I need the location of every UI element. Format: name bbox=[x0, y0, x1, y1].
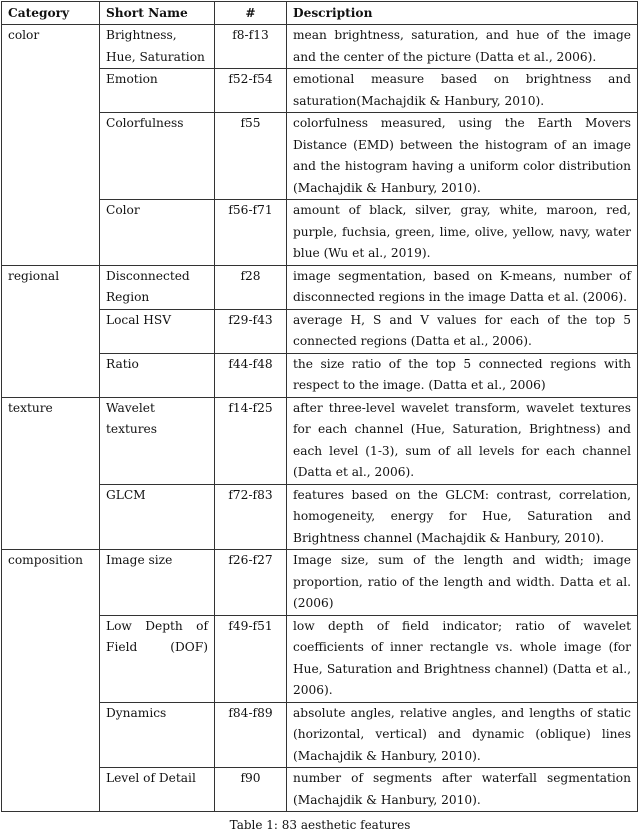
feature-index-cell: f14-f25 bbox=[215, 397, 287, 484]
short-name-cell: Low Depth of Field (DOF) bbox=[100, 615, 215, 702]
description-cell: image segmentation, based on K-means, number of disconnected regions in the image Datta et al. (2006). bbox=[287, 265, 638, 309]
feature-index-cell: f44-f48 bbox=[215, 353, 287, 397]
table-row bbox=[2, 550, 638, 616]
short-name-cell: Local HSV bbox=[100, 309, 215, 353]
description-cell: colorfulness measured, using the Earth Movers Distance (EMD) between the histogram of an image and the histogram having a uniform color distribution (Machajdik & Hanbury, 2010). bbox=[287, 113, 638, 200]
table-caption: Table 1: 83 aesthetic features bbox=[229, 818, 411, 832]
table-row bbox=[2, 265, 638, 309]
feature-index-cell: f8-f13 bbox=[215, 25, 287, 69]
feature-index-cell: f26-f27 bbox=[215, 550, 287, 616]
table-row bbox=[2, 397, 638, 484]
description-cell: emotional measure based on brightness and saturation(Machajdik & Hanbury, 2010). bbox=[287, 69, 638, 113]
header-category: Category bbox=[2, 2, 100, 25]
feature-index-cell: f29-f43 bbox=[215, 309, 287, 353]
feature-index-cell: f49-f51 bbox=[215, 615, 287, 702]
description-cell: the size ratio of the top 5 connected regions with respect to the image. (Datta et al., 2006) bbox=[287, 353, 638, 397]
description-cell: features based on the GLCM: contrast, correlation, homogeneity, energy for Hue, Saturation and Brightness channel (Machajdik & Hanbury, 2010). bbox=[287, 484, 638, 550]
short-name-cell: Ratio bbox=[100, 353, 215, 397]
description-cell: low depth of field indicator; ratio of wavelet coefficients of inner rectangle vs. whole image (for Hue, Saturation and Brightness channel) (Datta et al., 2006). bbox=[287, 615, 638, 702]
description-cell: Image size, sum of the length and width; image proportion, ratio of the length and width. Datta et al. (2006) bbox=[287, 550, 638, 616]
short-name-cell: Brightness, Hue, Saturation bbox=[100, 25, 215, 69]
description-cell: number of segments after waterfall segmentation (Machajdik & Hanbury, 2010). bbox=[287, 768, 638, 812]
short-name-cell: Level of Detail bbox=[100, 768, 215, 812]
category-cell: texture bbox=[2, 397, 100, 550]
description-cell: average H, S and V values for each of the top 5 connected regions (Datta et al., 2006). bbox=[287, 309, 638, 353]
header-number: # bbox=[215, 2, 287, 25]
table-body bbox=[2, 25, 638, 812]
header-row bbox=[2, 2, 638, 25]
short-name-cell: Color bbox=[100, 200, 215, 266]
short-name-cell: Emotion bbox=[100, 69, 215, 113]
description-cell: absolute angles, relative angles, and lengths of static (horizontal, vertical) and dynamic (oblique) lines (Machajdik & Hanbury, 2010). bbox=[287, 702, 638, 768]
feature-index-cell: f72-f83 bbox=[215, 484, 287, 550]
header-short-name: Short Name bbox=[100, 2, 215, 25]
category-cell: composition bbox=[2, 550, 100, 812]
features-table bbox=[1, 1, 638, 812]
description-cell: amount of black, silver, gray, white, maroon, red, purple, fuchsia, green, lime, olive, yellow, navy, water blue (Wu et al., 2019). bbox=[287, 200, 638, 266]
header-description: Description bbox=[287, 2, 638, 25]
short-name-cell: Image size bbox=[100, 550, 215, 616]
short-name-cell: Colorfulness bbox=[100, 113, 215, 200]
feature-index-cell: f84-f89 bbox=[215, 702, 287, 768]
feature-index-cell: f56-f71 bbox=[215, 200, 287, 266]
category-cell: color bbox=[2, 25, 100, 266]
feature-index-cell: f28 bbox=[215, 265, 287, 309]
description-cell: after three-level wavelet transform, wavelet textures for each channel (Hue, Saturation, Brightness) and each level (1-3), sum of all levels for each channel (Datta et al., 2006). bbox=[287, 397, 638, 484]
short-name-cell: Disconnected Region bbox=[100, 265, 215, 309]
feature-index-cell: f52-f54 bbox=[215, 69, 287, 113]
feature-index-cell: f90 bbox=[215, 768, 287, 812]
table-row bbox=[2, 25, 638, 69]
short-name-cell: Wavelet textures bbox=[100, 397, 215, 484]
short-name-cell: GLCM bbox=[100, 484, 215, 550]
short-name-cell: Dynamics bbox=[100, 702, 215, 768]
feature-index-cell: f55 bbox=[215, 113, 287, 200]
category-cell: regional bbox=[2, 265, 100, 397]
description-cell: mean brightness, saturation, and hue of the image and the center of the picture (Datta et al., 2006). bbox=[287, 25, 638, 69]
